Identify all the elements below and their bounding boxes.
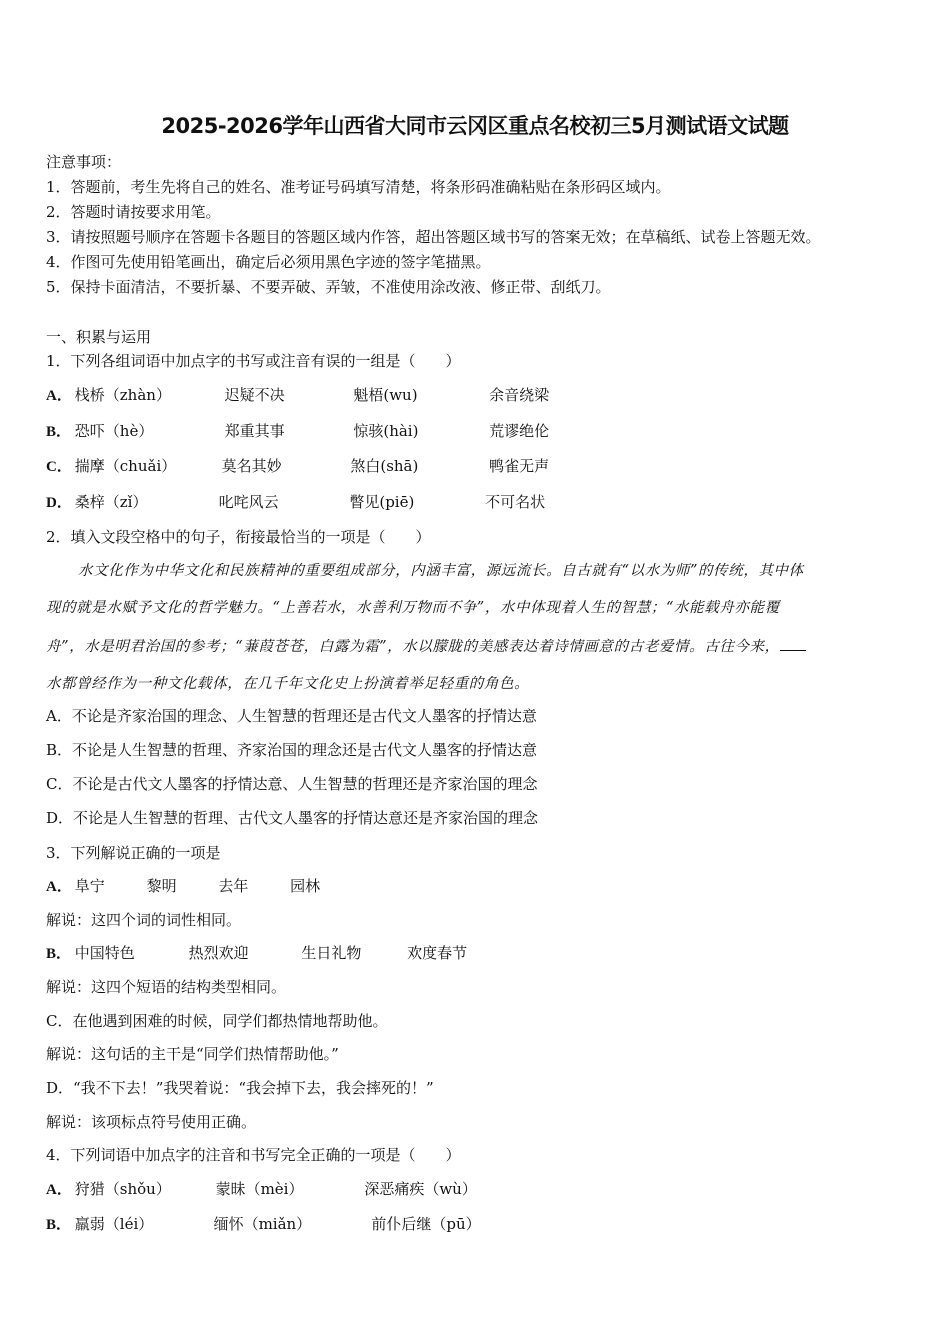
q1-option-a — [46, 385, 549, 406]
notice-item: 1．答题前，考生先将自己的姓名、准考证号码填写清楚，将条形码准确粘贴在条形码区域内。 — [46, 178, 671, 196]
option-word: 生日礼物 — [301, 944, 362, 962]
option-word: 桑梓（zǐ） — [74, 493, 148, 511]
option-word: 鸭雀无声 — [489, 457, 550, 475]
option-letter: B． — [46, 424, 72, 440]
passage-line: 现的就是水赋予文化的哲学魅力。“上善若水，水善利万物而不争”，水中体现着人生的智慧；“水能载舟亦能覆 — [46, 600, 780, 616]
q3-note-a: 解说：这四个词的词性相同。 — [46, 911, 242, 929]
notice-heading: 注意事项： — [46, 153, 122, 171]
option-word: 迟疑不决 — [224, 386, 285, 404]
fill-blank — [780, 636, 806, 651]
q3-note-c: 解说：这句话的主干是“同学们热情帮助他。” — [46, 1045, 339, 1063]
q1-option-d — [46, 492, 545, 513]
notice-item: 2．答题时请按要求用笔。 — [46, 203, 221, 221]
option-letter: C． — [46, 459, 72, 475]
passage-text: 舟”，水是明君治国的参考；“蒹葭苍苍，白露为霜”，水以朦胧的美感表达着诗情画意的古老爱情。古往今来， — [46, 639, 780, 655]
passage-line — [46, 636, 906, 657]
notice-item: 5．保持卡面清洁，不要折暴、不要弄破、弄皱，不准使用涂改液、修正带、刮纸刀。 — [46, 278, 611, 296]
option-letter: D． — [46, 495, 72, 511]
option-word: 去年 — [218, 877, 249, 895]
option-word: 煞白(shā) — [350, 457, 419, 475]
option-word: 前仆后继（pū） — [371, 1215, 481, 1233]
q4-option-b — [46, 1214, 481, 1235]
option-letter: A． — [46, 879, 72, 895]
option-word: 瞥见(piē) — [349, 493, 415, 511]
q2-option-c: C．不论是古代文人墨客的抒情达意、人生智慧的哲理还是齐家治国的理念 — [46, 775, 538, 793]
option-word: 荒谬绝伦 — [489, 422, 550, 440]
q3-option-a — [46, 876, 320, 897]
option-word: 魁梧(wu) — [353, 386, 418, 404]
option-word: 羸弱（léi） — [74, 1215, 154, 1233]
option-word: 莫名其妙 — [221, 457, 282, 475]
question-1-stem: 1．下列各组词语中加点字的书写或注音有误的一组是（ ） — [46, 352, 461, 370]
option-word: 园林 — [290, 877, 321, 895]
q1-option-c — [46, 456, 549, 477]
option-letter: B． — [46, 1217, 72, 1233]
q2-option-a: A．不论是齐家治国的理念、人生智慧的哲理还是古代文人墨客的抒情达意 — [46, 707, 537, 725]
q3-note-b: 解说：这四个短语的结构类型相同。 — [46, 978, 287, 996]
passage-line: 水都曾经作为一种文化载体，在几千年文化史上扮演着举足轻重的角色。 — [46, 676, 530, 692]
option-word: 不可名状 — [485, 493, 546, 511]
question-3-stem: 3．下列解说正确的一项是 — [46, 844, 221, 862]
q3-option-c: C．在他遇到困难的时候，同学们都热情地帮助他。 — [46, 1012, 388, 1030]
q3-note-d: 解说：该项标点符号使用正确。 — [46, 1113, 257, 1131]
option-word: 欢度春节 — [407, 944, 468, 962]
option-word: 余音绕梁 — [489, 386, 550, 404]
q2-option-b: B．不论是人生智慧的哲理、齐家治国的理念还是古代文人墨客的抒情达意 — [46, 741, 538, 759]
option-word: 狩猎（shǒu） — [74, 1180, 171, 1198]
section-heading: 一、积累与运用 — [46, 328, 152, 346]
page-title: 2025-2026学年山西省大同市云冈区重点名校初三5月测试语文试题 — [161, 114, 789, 138]
q1-option-b — [46, 421, 549, 442]
question-4-stem: 4．下列词语中加点字的注音和书写完全正确的一项是（ ） — [46, 1146, 461, 1164]
notice-item: 3．请按照题号顺序在答题卡各题目的答题区域内作答，超出答题区域书写的答案无效；在草稿纸、试卷上答题无效。 — [46, 228, 821, 246]
option-word: 黎明 — [146, 877, 177, 895]
option-word: 阜宁 — [74, 877, 105, 895]
option-word: 中国特色 — [74, 944, 135, 962]
option-word: 缅怀（miǎn） — [213, 1215, 312, 1233]
option-word: 叱咤风云 — [218, 493, 279, 511]
option-word: 揣摩（chuǎi） — [74, 457, 177, 475]
q3-option-b — [46, 943, 467, 964]
q2-option-d: D．不论是人生智慧的哲理、古代文人墨客的抒情达意还是齐家治国的理念 — [46, 809, 539, 827]
q4-option-a — [46, 1179, 477, 1200]
option-word: 深恶痛疾（wù） — [364, 1180, 477, 1198]
option-letter: A． — [46, 1182, 72, 1198]
option-word: 恐吓（hè） — [74, 422, 154, 440]
notice-item: 4．作图可先使用铅笔画出，确定后必须用黑色字迹的签字笔描黑。 — [46, 253, 491, 271]
option-word: 热烈欢迎 — [188, 944, 249, 962]
option-word: 栈桥（zhàn） — [74, 386, 171, 404]
option-letter: A． — [46, 388, 72, 404]
option-letter: B． — [46, 946, 72, 962]
q3-option-d: D．“我不下去！”我哭着说：“我会掉下去，我会摔死的！” — [46, 1079, 434, 1097]
option-word: 郑重其事 — [224, 422, 285, 440]
option-word: 蒙昧（mèi） — [215, 1180, 304, 1198]
question-2-stem: 2．填入文段空格中的句子，衔接最恰当的一项是（ ） — [46, 528, 431, 546]
option-word: 惊骇(hài) — [353, 422, 419, 440]
passage-line: 水文化作为中华文化和民族精神的重要组成部分，内涵丰富，源远流长。自古就有“以水为师”的传统，其中体 — [78, 563, 804, 579]
